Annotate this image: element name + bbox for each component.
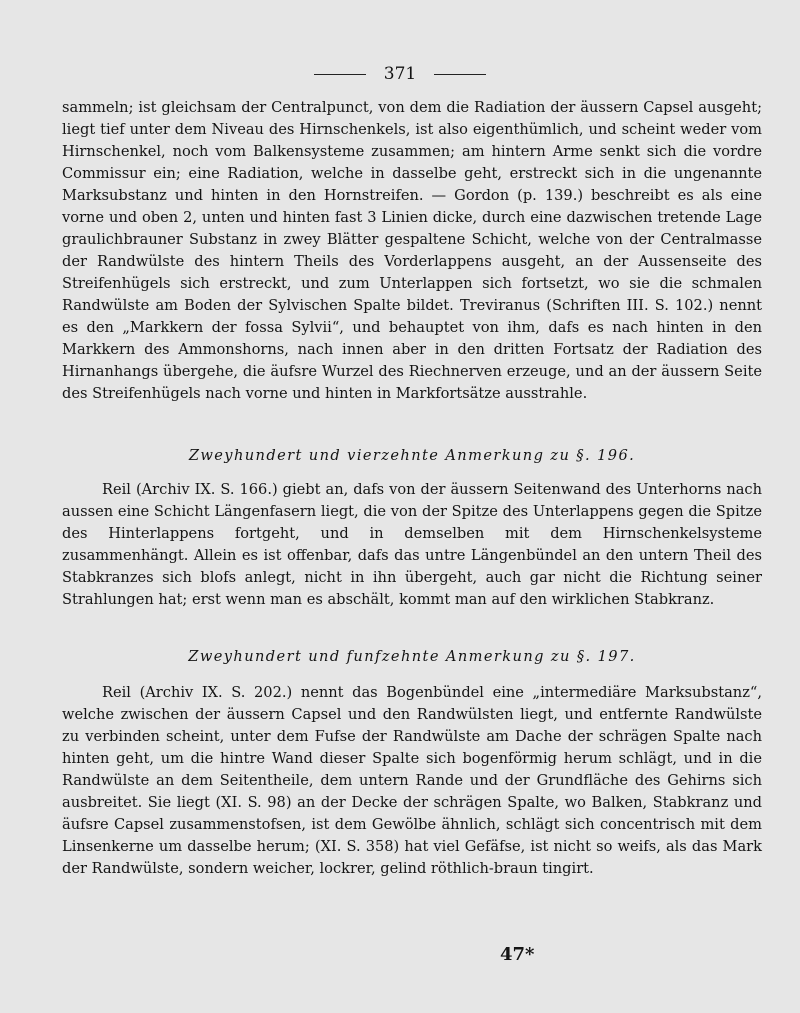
section-heading-214: Zweyhundert und vierzehnte Anmerkung zu §. 196. — [188, 447, 636, 464]
paragraph-continuation: sammeln; ist gleichsam der Centralpunct, von dem die Radiation der äussern Capsel ausgeht; liegt tief unter dem Niveau des Hirnschenkels, ist also eigenthümlich, und scheint weder vom Hirnschenkel, noch vom Balkensysteme zusammen; am hintern Arme senkt sich die vordre Commissur ein; eine Radiation, welche in dasselbe geht, erstreckt sich in die ungenannte Marksubstanz und hinten in den Hornstreifen. — Gordon (p. 139.) beschreibt es als eine vorne und oben 2, unten und hinten fast 3 Linien dicke, durch eine dazwischen tretende Lage graulichbrauner Substanz in zwey Blätter gespaltene Schicht, welche von der Centralmasse der Randwülste des hintern Theils des Vorderlappens ausgeht, an der Aussenseite des Streifenhügels sich erstreckt, und zum Unterlappen sich fortsetzt, wo sie die schmalen Randwülste am Boden der Sylvischen Spalte bildet. Treviranus (Schriften III. S. 102.) nennt es den „Markkern der fossa Sylvii“, und behauptet von ihm, dafs es nach hinten in den Markkern des Ammonshorns, nach innen aber in den dritten Fortsatz der Radiation des Hirnanhangs übergehe, die äufsre Wurzel des Riechnerven erzeuge, und an der äussern Seite des Streifenhügels nach vorne und hinten in Markfortsätze ausstrahle. — [62, 99, 762, 402]
page-number: 371 — [383, 64, 417, 84]
header-rule-left — [314, 74, 366, 75]
paragraph-note-214: Reil (Archiv IX. S. 166.) giebt an, dafs von der äussern Seitenwand des Unterhorns nach aussen eine Schicht Längenfasern liegt, die von der Spitze des Unterlappens gegen die Spitze des Hinterlappens fortgeht, und in demselben mit dem Hirnschenkelsysteme zusammenhängt. Allein es ist offenbar, dafs das untre Längenbündel an den untern Theil des Stabkranzes sich blofs anlegt, nicht in ihn übergeht, auch gar nicht die Richtung seiner Strahlungen hat; erst wenn man es abschält, kommt man auf den wirklichen Stabkranz. — [62, 481, 762, 608]
signature-mark: 47* — [500, 944, 535, 965]
page-header — [0, 64, 800, 84]
page-body — [62, 97, 762, 880]
paragraph-note-215: Reil (Archiv IX. S. 202.) nennt das Bogenbündel eine „intermediäre Marksubstanz“, welche zwischen der äussern Capsel und den Randwülsten liegt, und entfernte Randwülste zu verbinden scheint, unter dem Fufse der Randwülste am Dache der schrägen Spalte nach hinten geht, um die hintre Wand dieser Spalte sich bogenförmig herum schlägt, und in die Randwülste an dem Seitentheile, dem untern Rande und der Grundfläche des Gehirns sich ausbreitet. Sie liegt (XI. S. 98) an der Decke der schrägen Spalte, wo Balken, Stabkranz und äufsre Capsel zusammenstofsen, ist dem Gewölbe ähnlich, schlägt sich concentrisch mit dem Linsenkerne um dasselbe herum; (XI. S. 358) hat viel Gefäfse, ist nicht so weifs, als das Mark der Randwülste, sondern weicher, lockrer, gelind röthlich-braun tingirt. — [62, 684, 762, 877]
header-rule-right — [434, 74, 486, 75]
section-heading-215: Zweyhundert und funfzehnte Anmerkung zu §. 197. — [188, 648, 636, 665]
